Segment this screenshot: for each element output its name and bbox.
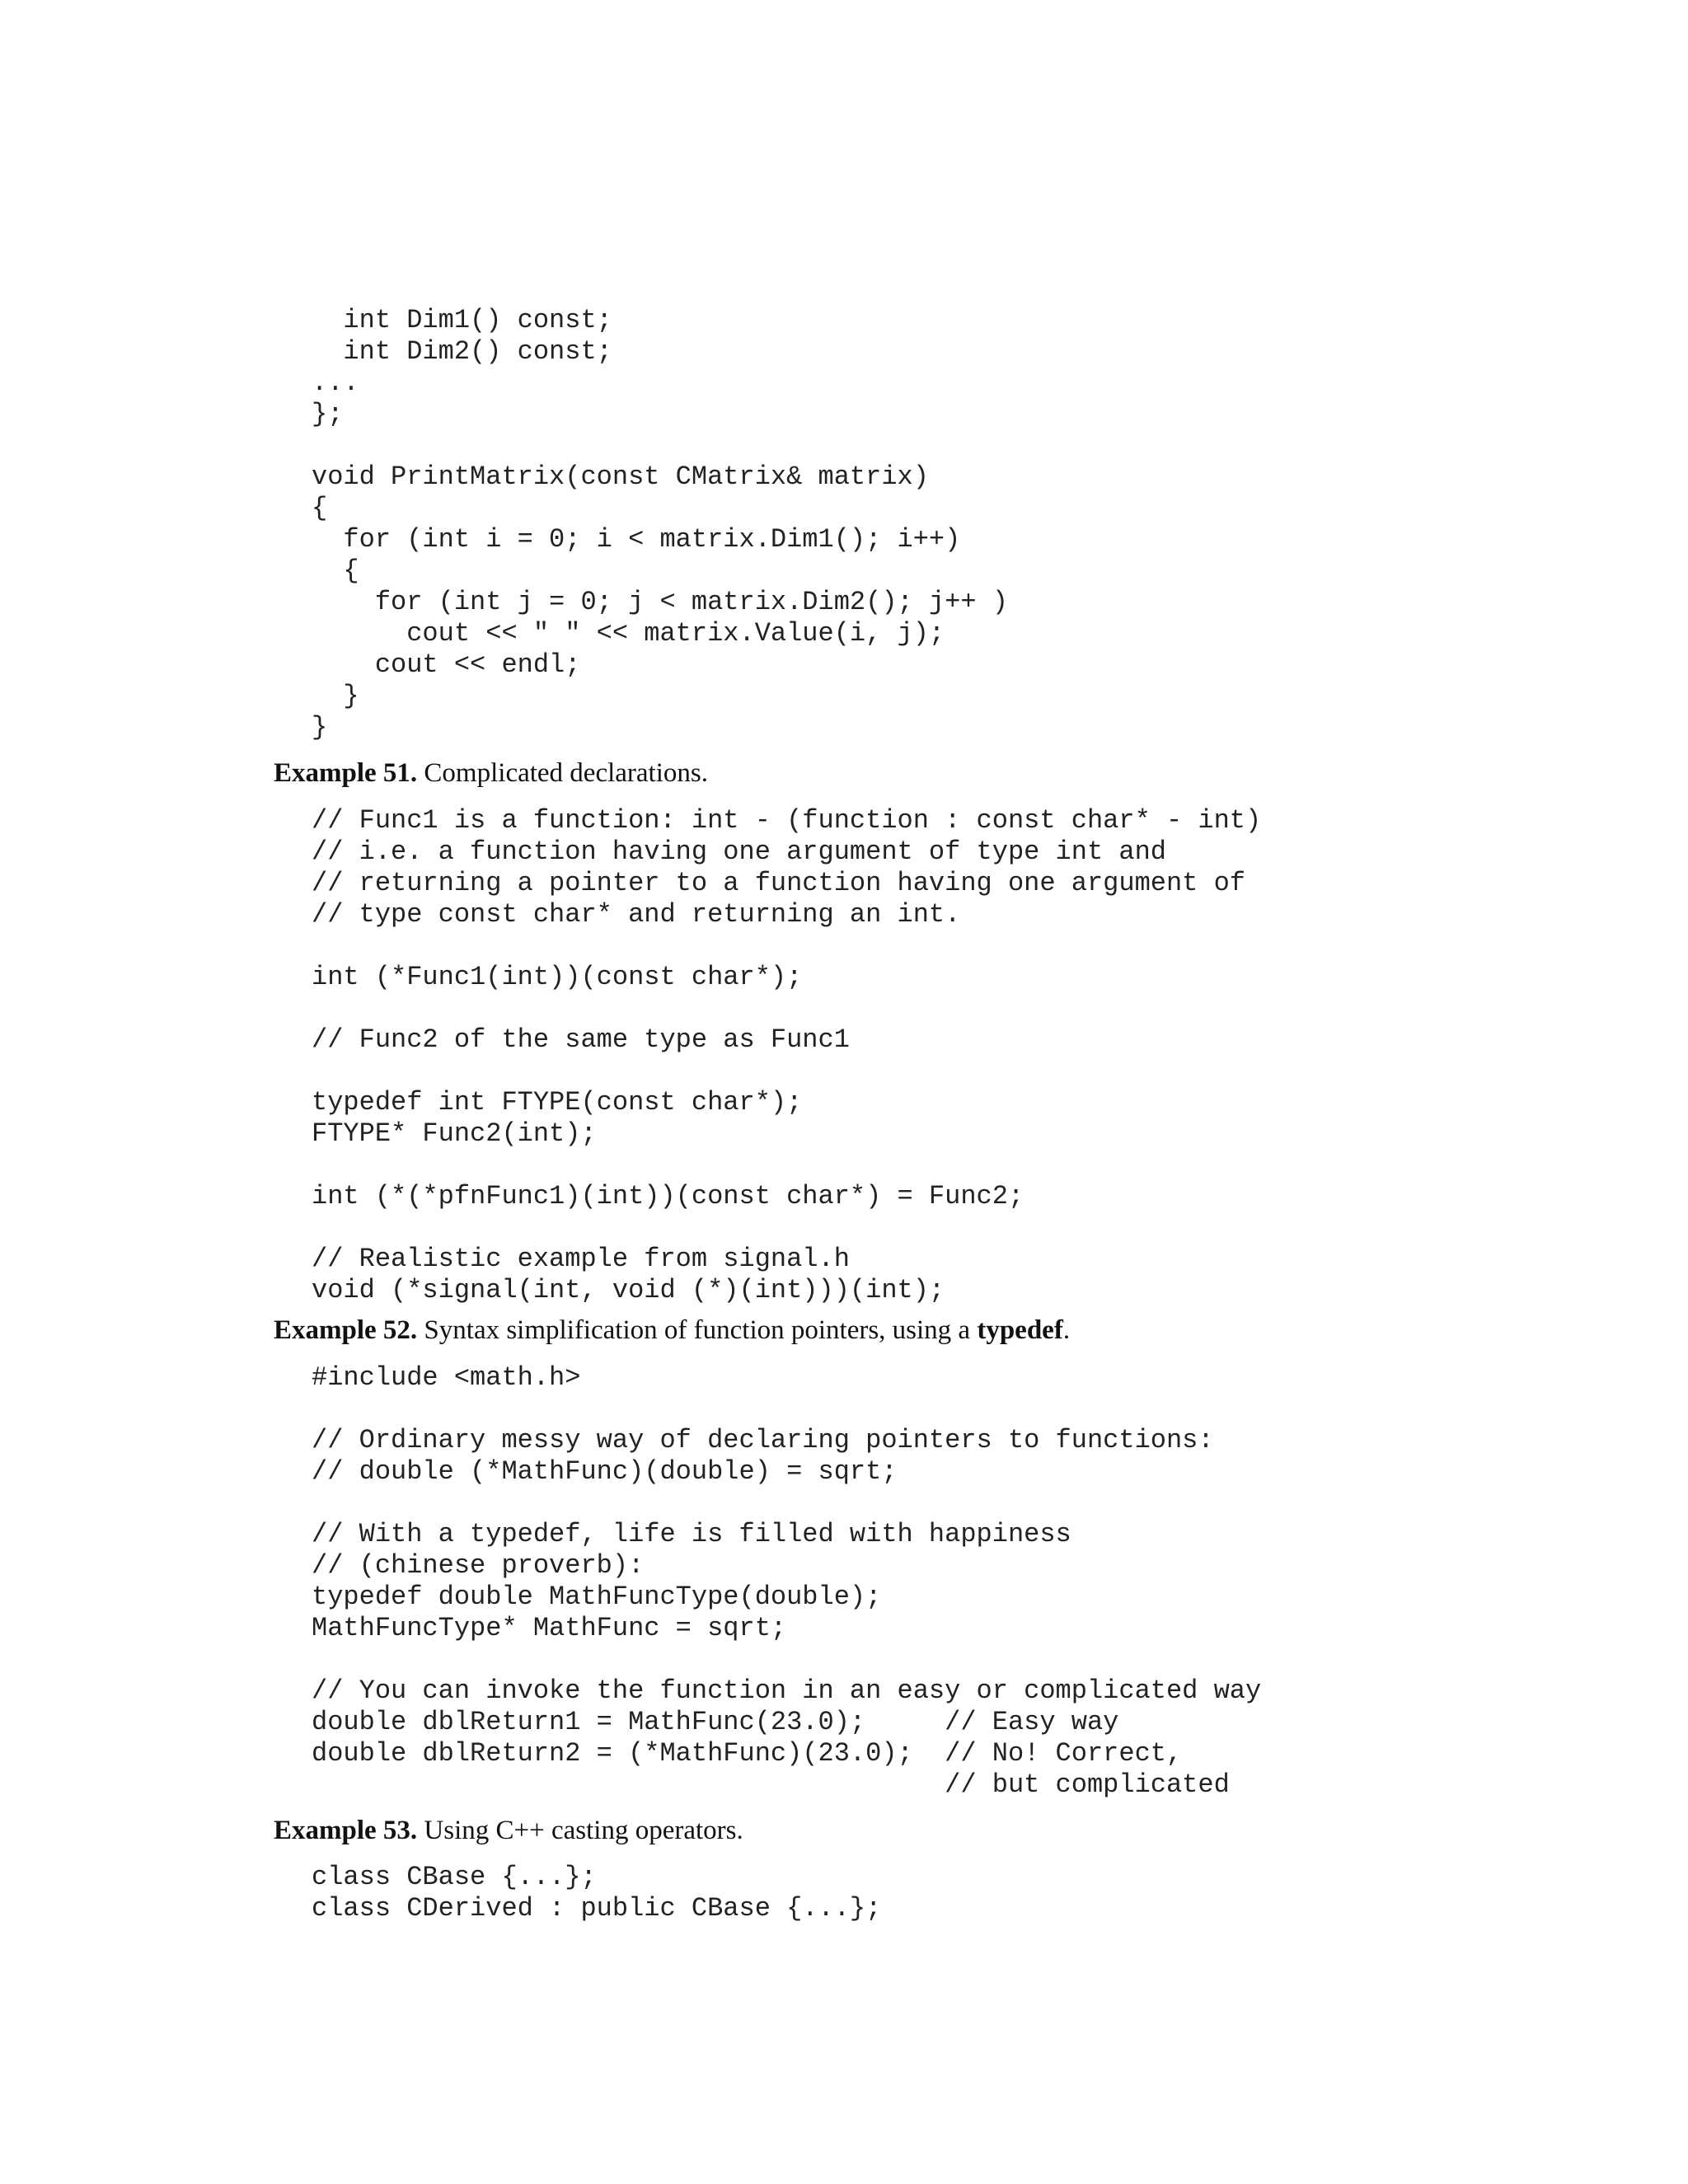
code-line: {: [312, 555, 359, 586]
code-line: for (int j = 0; j < matrix.Dim2(); j++ ): [312, 587, 1008, 617]
code-line: int Dim2() const;: [312, 336, 612, 367]
caption-text: Using C++ casting operators.: [417, 1816, 743, 1845]
code-block-example-51: [312, 805, 1261, 1306]
code-line: // i.e. a function having one argument of type int and: [312, 837, 1166, 867]
code-line: // (chinese proverb):: [312, 1550, 645, 1581]
code-line: // Func1 is a function: int - (function : const char* - int): [312, 805, 1262, 836]
code-line: void PrintMatrix(const CMatrix& matrix): [312, 462, 929, 492]
code-line: cout << " " << matrix.Value(i, j);: [312, 618, 945, 649]
code-line: // type const char* and returning an int.: [312, 899, 961, 930]
code-line: class CBase {...};: [312, 1862, 597, 1892]
code-block-matrix: [312, 305, 1008, 743]
code-line: int (*Func1(int))(const char*);: [312, 962, 803, 992]
caption-text: Complicated declarations.: [417, 758, 708, 788]
code-line: double dblReturn1 = MathFunc(23.0); // Easy way: [312, 1707, 1119, 1737]
code-block-example-53: [312, 1862, 881, 1924]
caption-label: Example 52.: [274, 1315, 418, 1345]
code-line: // returning a pointer to a function having one argument of: [312, 868, 1245, 898]
code-line: {: [312, 493, 328, 523]
code-line: #include <math.h>: [312, 1362, 581, 1393]
code-line: // With a typedef, life is filled with happiness: [312, 1519, 1071, 1549]
code-line: ...: [312, 368, 359, 398]
code-line: // but complicated: [312, 1769, 1230, 1800]
caption-tail: .: [1062, 1315, 1071, 1345]
code-line: for (int i = 0; i < matrix.Dim1(); i++): [312, 524, 961, 555]
code-line: typedef int FTYPE(const char*);: [312, 1087, 803, 1118]
caption-text: Syntax simplification of function pointers, using a: [417, 1315, 978, 1345]
caption-keyword: typedef: [977, 1315, 1063, 1345]
code-line: typedef double MathFuncType(double);: [312, 1582, 882, 1612]
code-line: // double (*MathFunc)(double) = sqrt;: [312, 1456, 898, 1487]
code-line: double dblReturn2 = (*MathFunc)(23.0); // No! Correct,: [312, 1738, 1183, 1769]
caption-example-51: [274, 757, 708, 789]
code-line: MathFuncType* MathFunc = sqrt;: [312, 1613, 787, 1643]
code-block-example-52: [312, 1362, 1261, 1801]
code-line: }: [312, 681, 359, 711]
caption-example-53: [274, 1815, 743, 1846]
code-line: }: [312, 712, 328, 743]
code-line: int Dim1() const;: [312, 305, 612, 335]
code-line: // Realistic example from signal.h: [312, 1244, 850, 1274]
code-line: class CDerived : public CBase {...};: [312, 1893, 882, 1924]
caption-label: Example 51.: [274, 758, 418, 788]
code-line: // Ordinary messy way of declaring pointers to functions:: [312, 1425, 1214, 1455]
code-line: };: [312, 399, 344, 429]
caption-example-52: [274, 1315, 1070, 1346]
code-line: FTYPE* Func2(int);: [312, 1118, 597, 1149]
code-line: int (*(*pfnFunc1)(int))(const char*) = Func2;: [312, 1181, 1025, 1212]
caption-label: Example 53.: [274, 1816, 418, 1845]
code-line: cout << endl;: [312, 649, 581, 680]
code-line: // Func2 of the same type as Func1: [312, 1024, 850, 1055]
code-line: void (*signal(int, void (*)(int)))(int);: [312, 1275, 945, 1305]
code-line: // You can invoke the function in an easy or complicated way: [312, 1675, 1262, 1706]
